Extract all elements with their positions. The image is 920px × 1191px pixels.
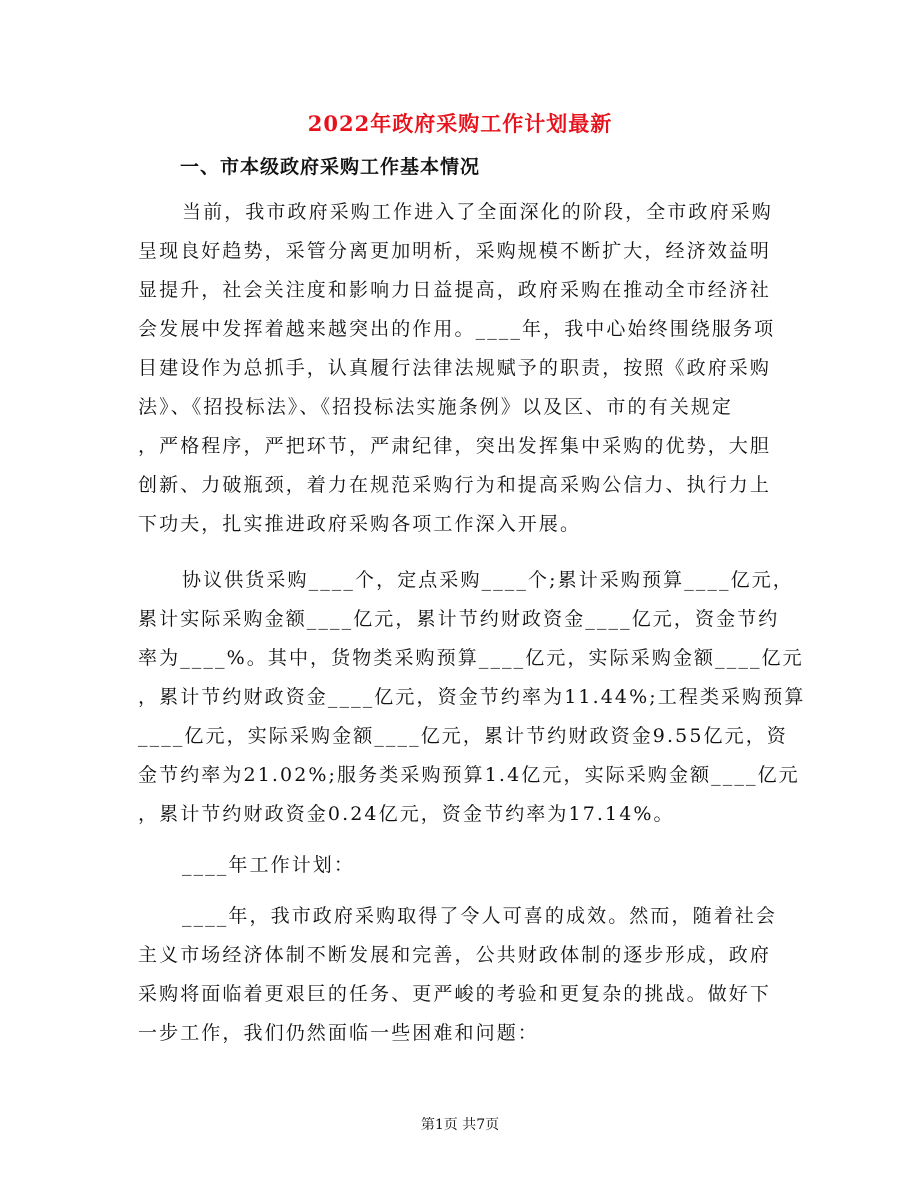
paragraph-line: 主义市场经济体制不断发展和完善，公共财政体制的逐步形成，政府: [138, 944, 772, 966]
section-heading: 一、市本级政府采购工作基本情况: [180, 156, 481, 178]
paragraph-line: 目建设作为总抓手，认真履行法律法规赋予的职责，按照《政府采购: [138, 357, 772, 379]
paragraph-line: ，累计节约财政资金0.24亿元，资金节约率为17.14%。: [138, 803, 675, 825]
paragraph-line: ，累计节约财政资金____亿元，资金节约率为11.44%;工程类采购预算: [138, 686, 806, 708]
paragraph-line: 会发展中发挥着越来越突出的作用。____年，我中心始终围绕服务项: [138, 318, 776, 340]
page-number: 第1页 共7页: [420, 1117, 500, 1133]
paragraph-line: ____年，我市政府采购取得了令人可喜的成效。然而，随着社会: [182, 905, 778, 927]
paragraph-line: 一步工作，我们仍然面临一些困难和问题：: [138, 1022, 539, 1044]
paragraph-line: 当前，我市政府采购工作进入了全面深化的阶段，全市政府采购: [182, 201, 773, 223]
paragraph-line: 显提升，社会关注度和影响力日益提高，政府采购在推动全市经济社: [138, 279, 772, 301]
document-title: 2022年政府采购工作计划最新: [307, 111, 613, 136]
paragraph-line: 下功夫，扎实推进政府采购各项工作深入开展。: [138, 513, 582, 535]
plan-heading: ____年工作计划：: [182, 854, 356, 876]
paragraph-line: ，严格程序，严把环节，严肃纪律，突出发挥集中采购的优势，大胆: [138, 435, 772, 457]
paragraph-line: 累计实际采购金额____亿元，累计节约财政资金____亿元，资金节约: [138, 608, 780, 630]
paragraph-line: 呈现良好趋势，采管分离更加明析，采购规模不断扩大，经济效益明: [138, 240, 772, 262]
paragraph-line: 协议供货采购____个，定点采购____个;累计采购预算____亿元，: [182, 569, 794, 591]
paragraph-line: 采购将面临着更艰巨的任务、更严峻的考验和更复杂的挑战。做好下: [138, 983, 772, 1005]
paragraph-line: 金节约率为21.02%;服务类采购预算1.4亿元，实际采购金额____亿元: [138, 764, 800, 786]
paragraph-line: 率为____%。其中，货物类采购预算____亿元，实际采购金额____亿元: [138, 647, 804, 669]
paragraph-line: 法》、《招投标法》、《招投标法实施条例》以及区、市的有关规定: [138, 396, 734, 418]
paragraph-line: ____亿元，实际采购金额____亿元，累计节约财政资金9.55亿元，资: [138, 725, 788, 747]
paragraph-line: 创新、力破瓶颈，着力在规范采购行为和提高采购公信力、执行力上: [138, 474, 772, 496]
